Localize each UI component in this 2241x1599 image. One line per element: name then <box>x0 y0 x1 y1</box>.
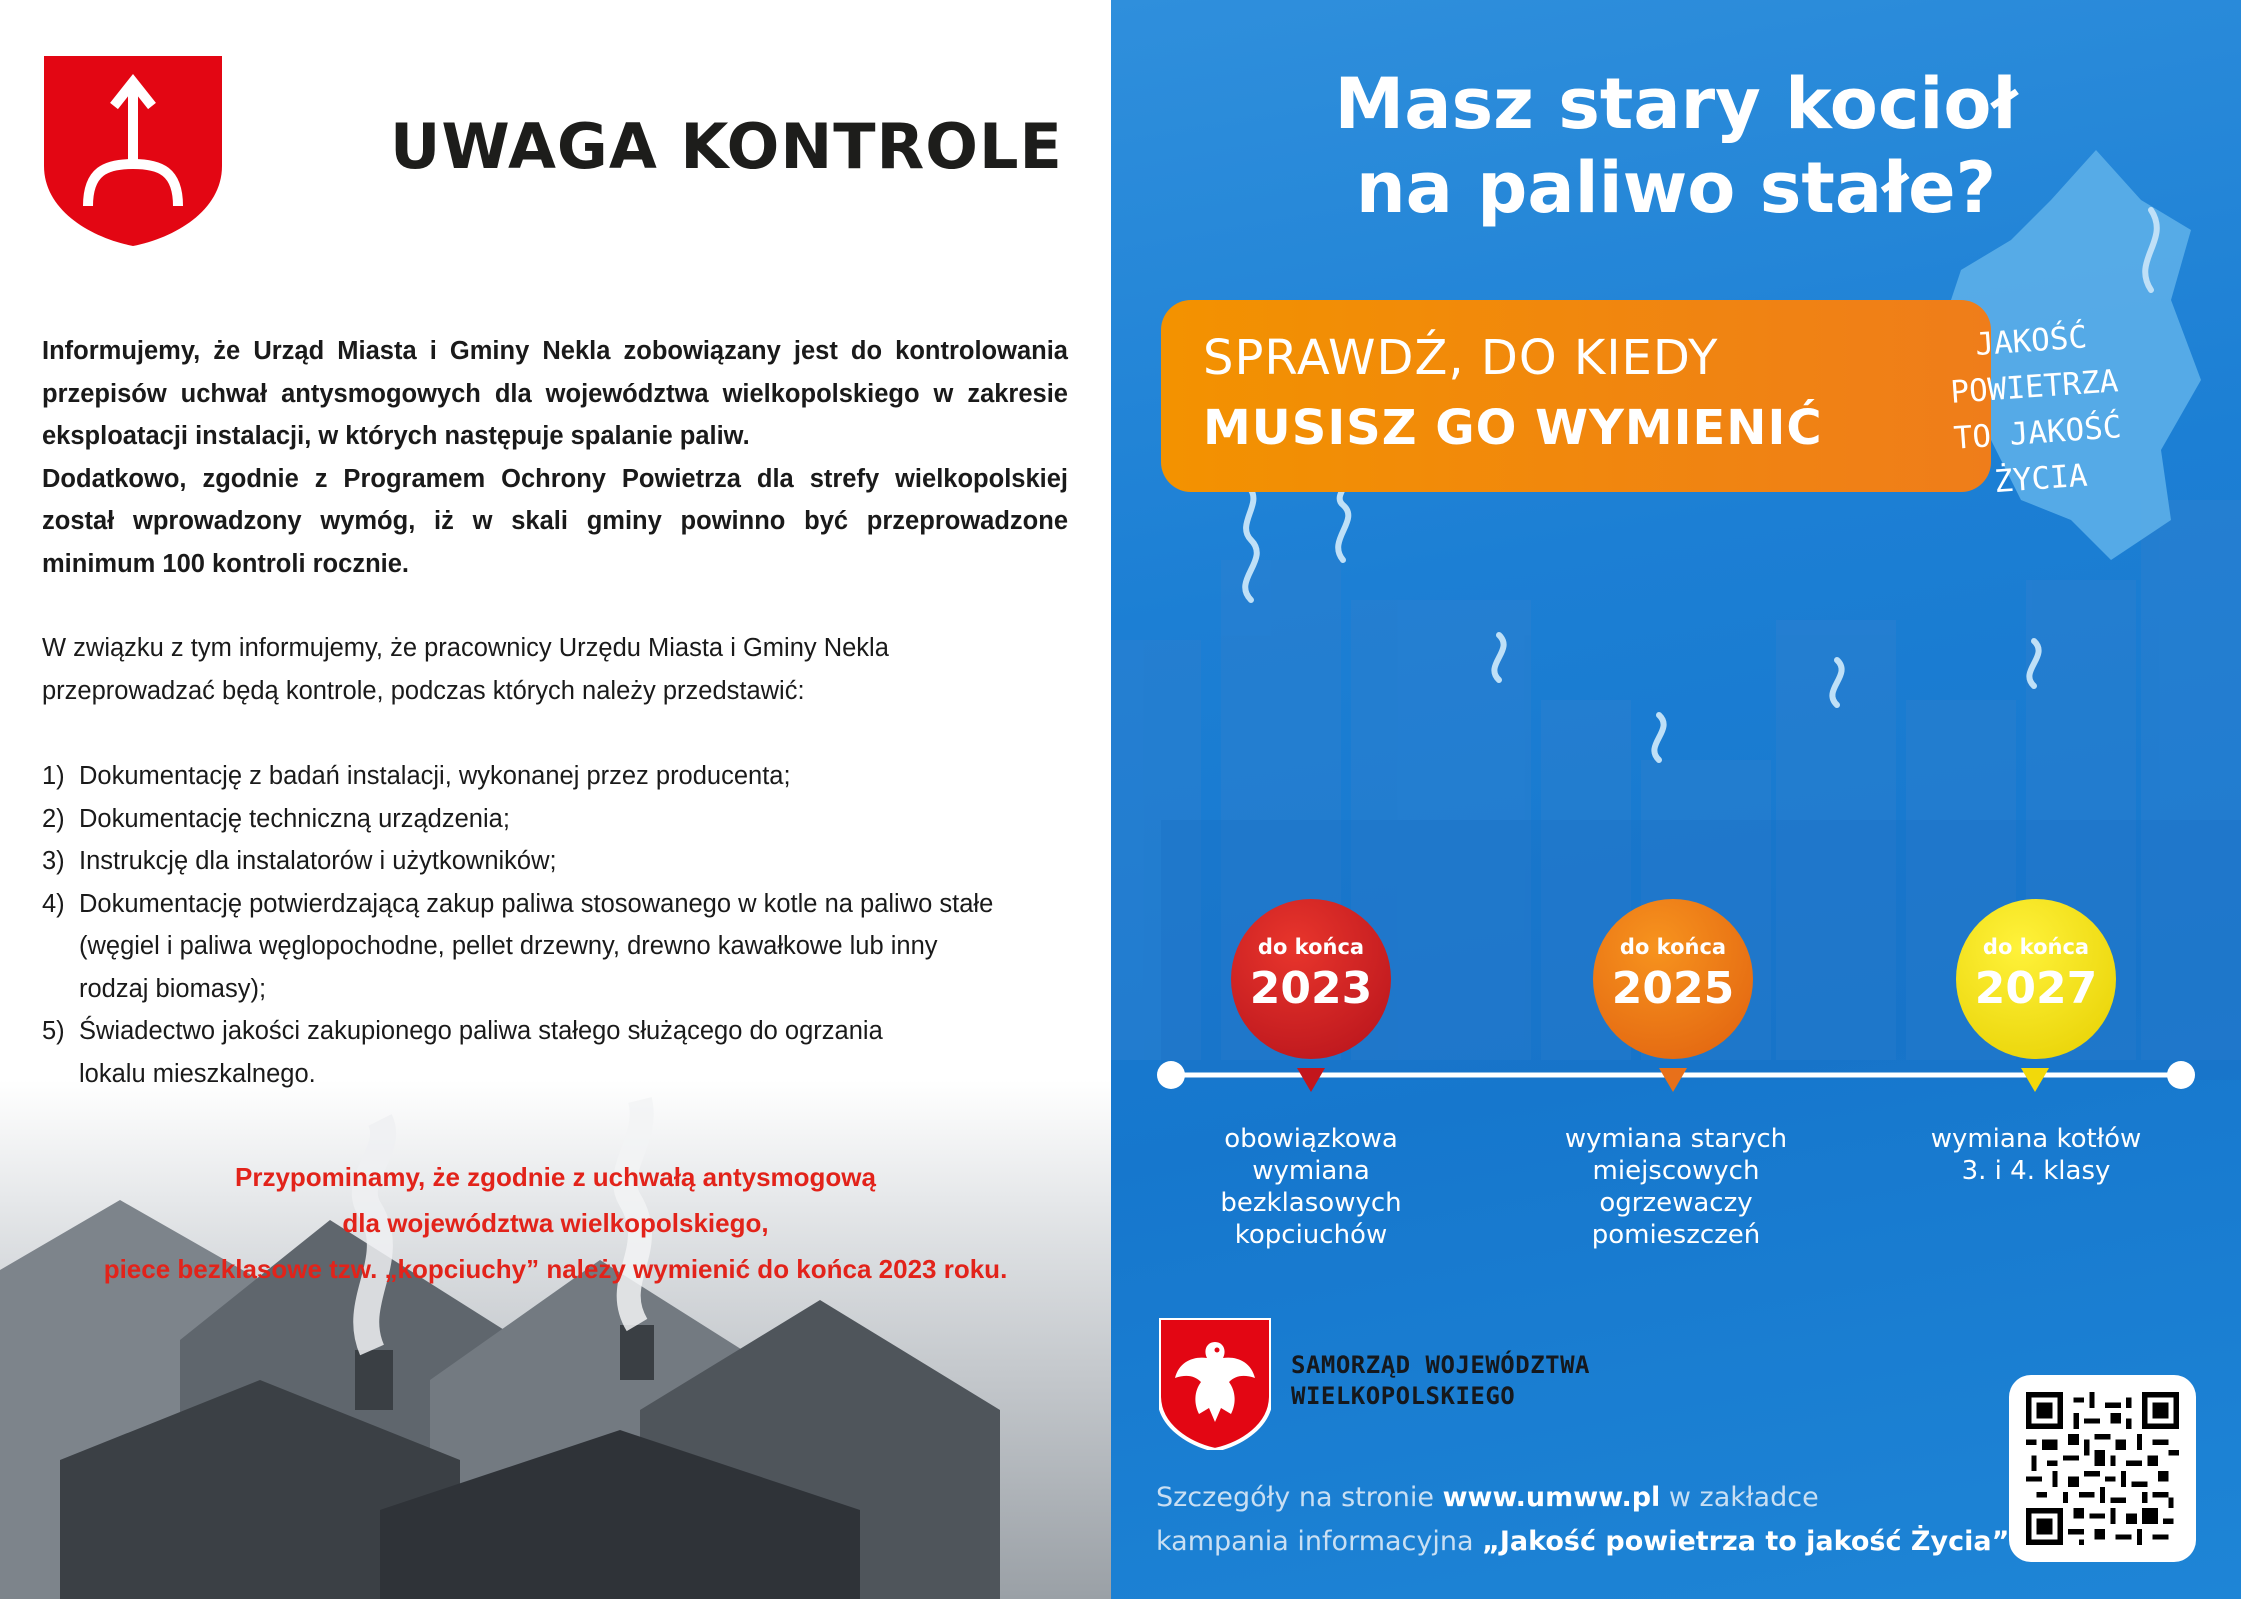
intro-text-1: Informujemy, że Urząd Miasta i Gminy Nekla zobowiązany jest do kontrolowania przepisów uchwał antysmogowych dla województwa wielkopolskiego w zakresie eksploatacji instalacji, w których następuje spalanie paliw. <box>42 337 1068 450</box>
qr-code-icon <box>2026 1392 2179 1545</box>
page-title: UWAGA KONTROLE <box>390 110 1063 183</box>
samorzad-name: SAMORZĄD WOJEWÓDZTWA WIELKOPOLSKIEGO <box>1291 1351 1590 1410</box>
campaign-slogan: JAKOŚĆ POWIETRZA TO JAKOŚĆ ŻYCIA <box>1949 319 2123 501</box>
check-banner-line-1: SPRAWDŹ, DO KIEDY <box>1203 330 1719 386</box>
headline-line-2: na paliwo stałe? <box>1355 147 1997 229</box>
list-item: 2) Dokumentację techniczną urządzenia; <box>42 804 510 833</box>
deadline-2027-description: wymiana kotłów 3. i 4. klasy <box>1930 1124 2142 1186</box>
details-info <box>1156 1476 2009 1564</box>
notice-paragraph <box>42 627 1068 712</box>
details-url-link[interactable]: www.umww.pl <box>1442 1482 1661 1513</box>
deadline-2025-badge: do końca 2025 <box>1593 899 1753 1059</box>
qr-code[interactable] <box>2009 1375 2196 1562</box>
list-item: 4) Dokumentację potwierdzającą zakup paliwa stosowanego w kotle na paliwo stałe (węgiel i paliwa węglopochodne, pellet drzewny, drewno kawałkowe lub inny rodzaj biomasy); <box>42 889 994 1003</box>
reminder-line-3: piece bezklasowe tzw. „kopciuchy” należy wymienić do końca 2023 roku. <box>103 1254 1008 1284</box>
deadline-2023-description: obowiązkowa wymiana bezklasowych kopciuchów <box>1220 1124 1402 1250</box>
list-item: 3) Instrukcję dla instalatorów i użytkowników; <box>42 847 557 875</box>
details-line-2: kampania informacyjna „Jakość powietrza to jakość Życia” <box>1156 1526 2010 1557</box>
intro-paragraph <box>42 330 1068 585</box>
list-item: 1) Dokumentację z badań instalacji, wykonanej przez producenta; <box>42 762 791 790</box>
city-skyline-illustration <box>1111 0 2241 1599</box>
headline <box>1111 62 2241 230</box>
list-item: 5) Świadectwo jakości zakupionego paliwa stałego służącego do ogrzania lokalu mieszkalnego. <box>42 1017 883 1088</box>
intro-text-2: Dodatkowo, zgodnie z Programem Ochrony Powietrza dla strefy wielkopolskiej został wprowadzony wymóg, iż w skali gminy powinno być przeprowadzone minimum 100 kontroli rocznie. <box>42 464 1068 578</box>
wielkopolska-eagle-crest <box>1159 1318 1271 1450</box>
check-banner-line-2: MUSISZ GO WYMIENIĆ <box>1203 400 1823 456</box>
reminder-notice <box>0 1154 1111 1292</box>
reminder-line-1: Przypominamy, że zgodnie z uchwałą antysmogową <box>235 1162 876 1192</box>
deadline-2027-badge: do końca 2027 <box>1956 899 2116 1059</box>
headline-line-1: Masz stary kocioł <box>1334 63 2018 145</box>
nekla-coat-of-arms <box>44 56 222 246</box>
check-banner <box>1161 300 1991 492</box>
required-documents-list <box>42 755 1068 1095</box>
notice-line-1: W związku z tym informujemy, że pracownicy Urzędu Miasta i Gminy Nekla <box>42 634 889 662</box>
reminder-line-2: dla województwa wielkopolskiego, <box>342 1208 769 1238</box>
deadline-2023-badge: do końca 2023 <box>1231 899 1391 1059</box>
right-panel <box>1111 0 2241 1599</box>
left-panel <box>0 0 1111 1599</box>
deadline-2025-description: wymiana starych miejscowych ogrzewaczy pomieszczeń <box>1564 1124 1788 1250</box>
notice-line-2: przeprowadzać będą kontrole, podczas których należy przedstawić: <box>42 676 805 705</box>
campaign-name: „Jakość powietrza to jakość Życia” <box>1482 1526 2010 1557</box>
details-line-1: Szczegóły na stronie www.umww.pl w zakładce <box>1156 1482 1819 1513</box>
